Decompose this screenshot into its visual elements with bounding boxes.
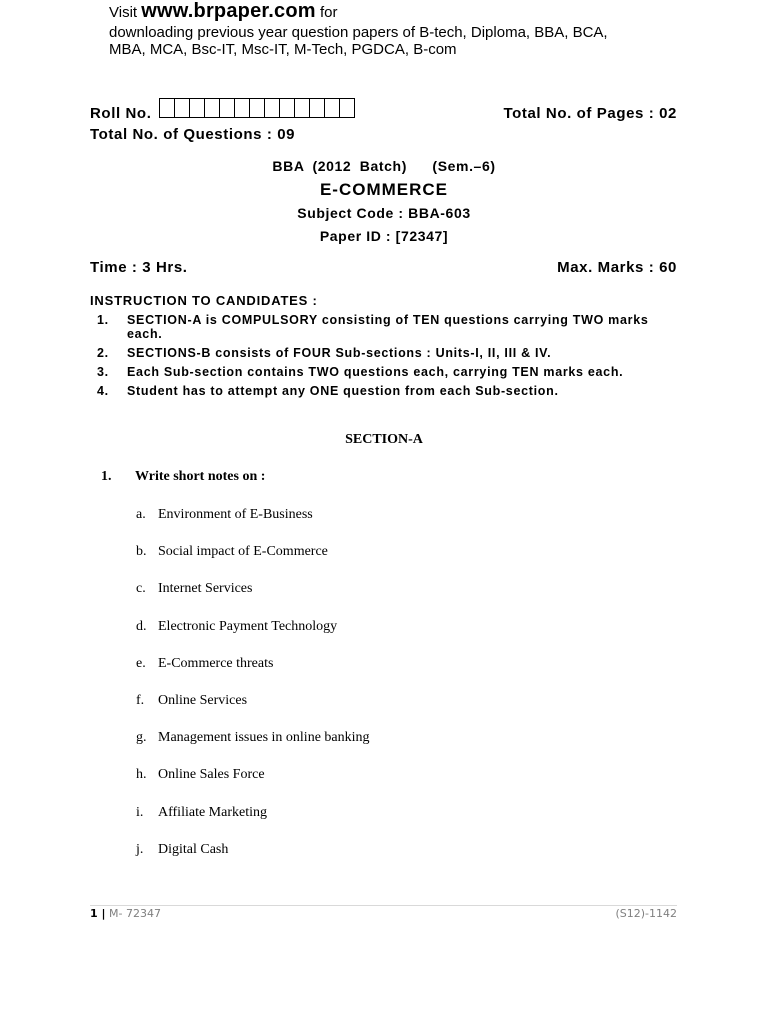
subject-code: Subject Code : BBA-603 [297, 205, 471, 221]
roll-number-box [265, 99, 280, 117]
subject-title: E-COMMERCE [319, 180, 449, 199]
instructions-list [97, 313, 677, 403]
roll-number [90, 98, 355, 122]
roll-number-box [160, 99, 175, 117]
banner-prefix: Visit [109, 4, 138, 21]
subquestion-item [136, 841, 370, 878]
instruction-number: 4. [97, 384, 109, 398]
page-footer [90, 907, 677, 920]
instruction-item [97, 313, 677, 341]
section-a-title: SECTION-A [345, 432, 423, 447]
instruction-item [97, 384, 677, 398]
roll-number-box [235, 99, 250, 117]
subquestion-text: Social impact of E-Commerce [158, 544, 328, 560]
time-marks-row [90, 259, 677, 276]
roll-number-box [175, 99, 190, 117]
roll-row [90, 98, 677, 122]
subquestion-text: Electronic Payment Technology [158, 618, 338, 634]
instruction-number: 3. [97, 365, 109, 379]
instruction-item [97, 346, 677, 360]
roll-number-box [205, 99, 220, 117]
subquestion-letter: d. [136, 618, 147, 634]
roll-number-box [325, 99, 340, 117]
banner [109, 0, 709, 58]
subquestion-text: Online Services [158, 692, 248, 708]
subquestion-text: Environment of E-Business [158, 507, 313, 522]
footer-divider [90, 905, 677, 906]
roll-number-box [190, 99, 205, 117]
footer-left [90, 907, 161, 920]
instruction-text: Student has to attempt any ONE question from each Sub-section. [127, 384, 559, 398]
subquestion-item [136, 766, 370, 803]
paper-id: Paper ID : [72347] [319, 228, 449, 244]
subquestion-item [136, 804, 370, 841]
subquestion-text: Digital Cash [158, 841, 229, 857]
question-number: 1. [101, 469, 112, 484]
subquestion-item [136, 543, 370, 580]
subquestion-letter: a. [136, 507, 146, 522]
subquestion-item [136, 506, 370, 543]
subquestion-text: Online Sales Force [158, 767, 265, 783]
subquestion-letter: h. [136, 767, 147, 783]
roll-number-box [250, 99, 265, 117]
subquestion-letter: e. [136, 655, 146, 671]
footer-code: (S12)-1142 [615, 907, 677, 920]
banner-suffix: for [319, 4, 338, 21]
subquestion-list [136, 506, 370, 878]
footer-page-number: 1 | [90, 907, 106, 920]
max-marks: Max. Marks : 60 [557, 259, 677, 276]
subquestion-item [136, 655, 370, 692]
subquestion-letter: j. [136, 841, 144, 857]
roll-number-box [280, 99, 295, 117]
subquestion-item [136, 729, 370, 766]
instructions-title: INSTRUCTION TO CANDIDATES : [90, 293, 318, 308]
roll-number-box [340, 99, 354, 117]
question-text: Write short notes on : [135, 469, 266, 484]
subquestion-text: E-Commerce threats [158, 655, 274, 671]
instruction-number: 1. [97, 313, 109, 327]
banner-line-3: MBA, MCA, Bsc-IT, Msc-IT, M-Tech, PGDCA, B-com [109, 41, 457, 58]
banner-site-link[interactable]: www.brpaper.com [141, 0, 316, 22]
total-pages: Total No. of Pages : 02 [503, 105, 677, 122]
instruction-text: SECTIONS-B consists of FOUR Sub-sections : Units-I, II, III & IV. [127, 346, 552, 360]
subquestion-letter: g. [136, 730, 147, 746]
subquestion-text: Affiliate Marketing [158, 804, 267, 820]
question-1 [101, 469, 265, 485]
roll-label: Roll No. [90, 105, 152, 122]
subquestion-text: Management issues in online banking [158, 730, 370, 746]
batch-line: BBA (2012 Batch) (Sem.–6) [272, 158, 496, 174]
subquestion-item [136, 618, 370, 655]
roll-number-box [310, 99, 325, 117]
subquestion-letter: f. [136, 692, 145, 708]
instruction-item [97, 365, 677, 379]
subquestion-letter: i. [136, 804, 144, 820]
subquestion-item [136, 580, 370, 617]
instruction-text: SECTION-A is COMPULSORY consisting of TEN questions carrying TWO marks each. [127, 313, 649, 341]
banner-line-2: downloading previous year question papers of B-tech, Diploma, BBA, BCA, [109, 24, 608, 41]
time-allowed: Time : 3 Hrs. [90, 259, 188, 276]
subquestion-letter: c. [136, 581, 146, 597]
subquestion-item [136, 692, 370, 729]
instruction-number: 2. [97, 346, 109, 360]
roll-number-box [220, 99, 235, 117]
subquestion-text: Internet Services [158, 581, 253, 597]
footer-paper-ref: M- 72347 [109, 907, 161, 920]
subquestion-letter: b. [136, 544, 147, 560]
total-questions: Total No. of Questions : 09 [90, 126, 296, 143]
banner-line-1 [109, 0, 709, 24]
instruction-text: Each Sub-section contains TWO questions each, carrying TEN marks each. [127, 365, 624, 379]
roll-number-boxes [159, 98, 355, 118]
roll-number-box [295, 99, 310, 117]
